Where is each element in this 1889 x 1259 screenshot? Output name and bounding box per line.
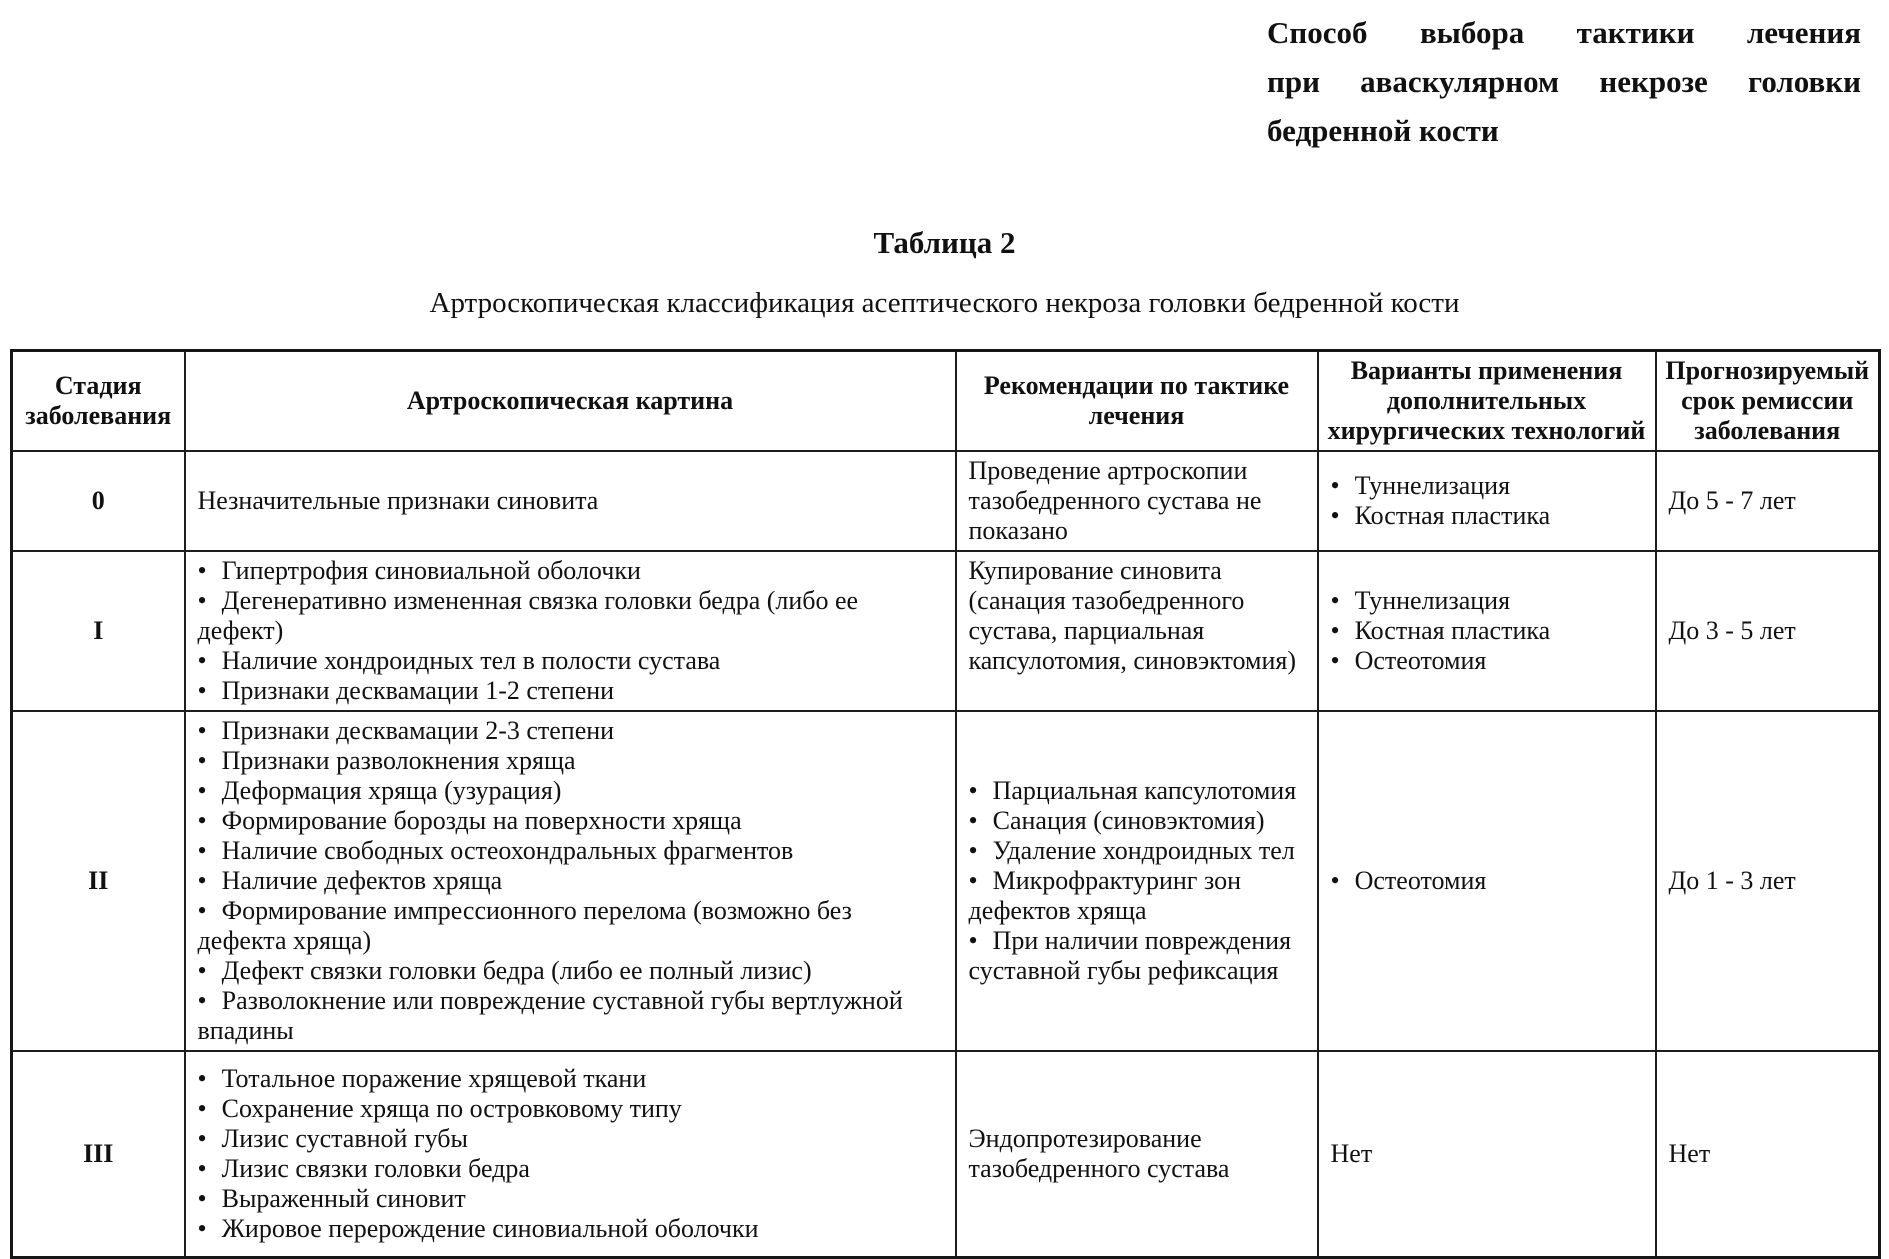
recommendations-cell [956, 711, 1318, 1051]
arthroscopic-picture-cell [185, 551, 956, 711]
document-title-line: бедренной кости [1267, 113, 1499, 148]
remission-cell: До 5 - 7 лет [1656, 451, 1880, 551]
bullet-icon: • [197, 986, 207, 1015]
recommendations-cell: Эндопротезирование тазобедренного сустава [956, 1051, 1318, 1257]
arthroscopic-picture-cell [185, 711, 956, 1051]
document-title-line: при аваскулярном некрозе головки [1267, 64, 1861, 99]
bullet-item [198, 1184, 943, 1214]
bullet-item [198, 896, 943, 956]
bullet-icon: • [1330, 646, 1340, 675]
bullet-icon: • [197, 836, 207, 865]
bullet-item-text: Жировое перерождение синовиальной оболочки [221, 1213, 759, 1243]
bullet-item [969, 806, 1305, 836]
bullet-item [1331, 471, 1643, 501]
bullet-item [969, 926, 1305, 986]
table-header-row [12, 351, 1880, 452]
bullet-icon: • [197, 586, 207, 615]
bullet-item [1331, 646, 1643, 676]
arthroscopic-picture-cell [185, 1051, 956, 1257]
bullet-icon: • [197, 956, 207, 985]
table-row-stage-1 [12, 551, 1880, 711]
bullet-item [198, 986, 943, 1046]
bullet-item [198, 806, 943, 836]
bullet-item-text: Лизис суставной губы [221, 1123, 468, 1153]
column-header-remission: Прогнозируемый срок ремиссии заболевания [1656, 351, 1880, 452]
bullet-item [969, 866, 1305, 926]
bullet-icon: • [1330, 471, 1340, 500]
bullet-item [1331, 501, 1643, 531]
bullet-item [198, 836, 943, 866]
bullet-icon: • [197, 716, 207, 745]
bullet-item-text: При наличии повреждения суставной губы рефиксация [968, 926, 1292, 985]
bullet-item [198, 646, 943, 676]
bullet-item-text: Формирование импрессионного перелома (возможно без дефекта хряща) [197, 896, 852, 955]
bullet-item-text: Парциальная капсулотомия [992, 776, 1297, 805]
bullet-item [198, 586, 943, 646]
bullet-icon: • [968, 866, 978, 895]
remission-cell: До 3 - 5 лет [1656, 551, 1880, 711]
bullet-icon: • [968, 836, 978, 865]
arthroscopic-picture-cell: Незначительные признаки синовита [185, 451, 956, 551]
bullet-item-text: Удаление хондроидных тел [992, 836, 1295, 865]
bullet-item [198, 746, 943, 776]
bullet-icon: • [197, 806, 207, 835]
classification-table [10, 349, 1881, 1259]
bullet-item [198, 1214, 943, 1244]
stage-value: 0 [12, 451, 185, 551]
bullet-item-text: Дегенеративно измененная связка головки бедра (либо ее дефект) [197, 586, 859, 645]
bullet-item [1331, 586, 1643, 616]
bullet-item-text: Сохранение хряща по островковому типу [221, 1093, 682, 1123]
bullet-item [1331, 866, 1643, 896]
document-title-line: Способ выбора тактики лечения [1267, 15, 1861, 50]
bullet-icon: • [197, 1093, 207, 1123]
bullet-icon: • [197, 896, 207, 925]
column-header-stage: Стадия заболевания [12, 351, 185, 452]
remission-cell: Нет [1656, 1051, 1880, 1257]
bullet-item-text: Формирование борозды на поверхности хряща [221, 806, 742, 835]
bullet-item-text: Наличие дефектов хряща [221, 866, 503, 895]
bullet-item-text: Туннелизация [1354, 586, 1511, 615]
bullet-item [198, 1094, 943, 1124]
bullet-item-text: Костная пластика [1354, 616, 1551, 645]
bullet-item-text: Наличие свободных остеохондральных фрагментов [221, 836, 794, 865]
bullet-item-text: Признаки десквамации 1-2 степени [221, 676, 615, 705]
bullet-item-text: Наличие хондроидных тел в полости сустава [221, 646, 721, 675]
table-row-stage-3 [12, 1051, 1880, 1257]
bullet-icon: • [197, 1153, 207, 1183]
table-row-stage-2 [12, 711, 1880, 1051]
technologies-cell [1318, 451, 1656, 551]
table-row-stage-0 [12, 451, 1880, 551]
bullet-item [1331, 616, 1643, 646]
bullet-item-text: Микрофрактуринг зон дефектов хряща [968, 866, 1241, 925]
bullet-icon: • [197, 556, 207, 585]
bullet-icon: • [968, 776, 978, 805]
bullet-icon: • [197, 1123, 207, 1153]
bullet-icon: • [197, 866, 207, 895]
bullet-item-text: Признаки десквамации 2-3 степени [221, 716, 615, 745]
table-number-label: Таблица 2 [873, 225, 1016, 260]
stage-value: I [12, 551, 185, 711]
bullet-item-text: Тотальное поражение хрящевой ткани [221, 1063, 647, 1093]
technologies-cell: Нет [1318, 1051, 1656, 1257]
bullet-icon: • [197, 646, 207, 675]
bullet-icon: • [197, 1213, 207, 1243]
bullet-item-text: Признаки разволокнения хряща [221, 746, 576, 775]
bullet-item [198, 956, 943, 986]
bullet-item-text: Остеотомия [1354, 646, 1487, 675]
bullet-item-text: Лизис связки головки бедра [221, 1153, 530, 1183]
recommendations-cell: Проведение артроскопии тазобедренного сустава не показано [956, 451, 1318, 551]
bullet-item-text: Выраженный синовит [221, 1183, 466, 1213]
bullet-item-text: Разволокнение или повреждение суставной губы вертлужной впадины [197, 986, 903, 1045]
bullet-item [198, 716, 943, 746]
bullet-icon: • [197, 1183, 207, 1213]
bullet-item-text: Туннелизация [1354, 471, 1511, 500]
column-header-arthroscopic-picture: Артроскопическая картина [185, 351, 956, 452]
bullet-icon: • [1330, 866, 1340, 895]
stage-value: III [12, 1051, 185, 1257]
bullet-icon: • [197, 676, 207, 705]
technologies-cell [1318, 711, 1656, 1051]
bullet-item [198, 1124, 943, 1154]
column-header-technologies: Варианты применения дополнительных хирургических технологий [1318, 351, 1656, 452]
stage-value: II [12, 711, 185, 1051]
bullet-icon: • [197, 746, 207, 775]
bullet-icon: • [968, 806, 978, 835]
bullet-icon: • [1330, 586, 1340, 615]
bullet-item-text: Костная пластика [1354, 501, 1551, 530]
remission-cell: До 1 - 3 лет [1656, 711, 1880, 1051]
bullet-item [969, 836, 1305, 866]
bullet-item [198, 776, 943, 806]
document-title [1267, 8, 1861, 155]
bullet-item-text: Остеотомия [1354, 866, 1487, 895]
recommendations-cell: Купирование синовита (санация тазобедренного сустава, парциальная капсулотомия, синовэктомия) [956, 551, 1318, 711]
bullet-item [198, 676, 943, 706]
column-header-recommendations: Рекомендации по тактике лечения [956, 351, 1318, 452]
bullet-item-text: Гипертрофия синовиальной оболочки [221, 556, 641, 585]
bullet-item [198, 1154, 943, 1184]
bullet-icon: • [968, 926, 978, 955]
bullet-icon: • [197, 1063, 207, 1093]
bullet-item [969, 776, 1305, 806]
bullet-item-text: Санация (синовэктомия) [992, 806, 1265, 835]
bullet-item-text: Деформация хряща (узурация) [221, 776, 562, 805]
bullet-icon: • [1330, 501, 1340, 530]
bullet-icon: • [197, 776, 207, 805]
technologies-cell [1318, 551, 1656, 711]
table-caption: Артроскопическая классификация асептического некроза головки бедренной кости [429, 287, 1460, 319]
bullet-icon: • [1330, 616, 1340, 645]
bullet-item [198, 1064, 943, 1094]
bullet-item-text: Дефект связки головки бедра (либо ее полный лизис) [221, 956, 812, 985]
bullet-item [198, 556, 943, 586]
bullet-item [198, 866, 943, 896]
